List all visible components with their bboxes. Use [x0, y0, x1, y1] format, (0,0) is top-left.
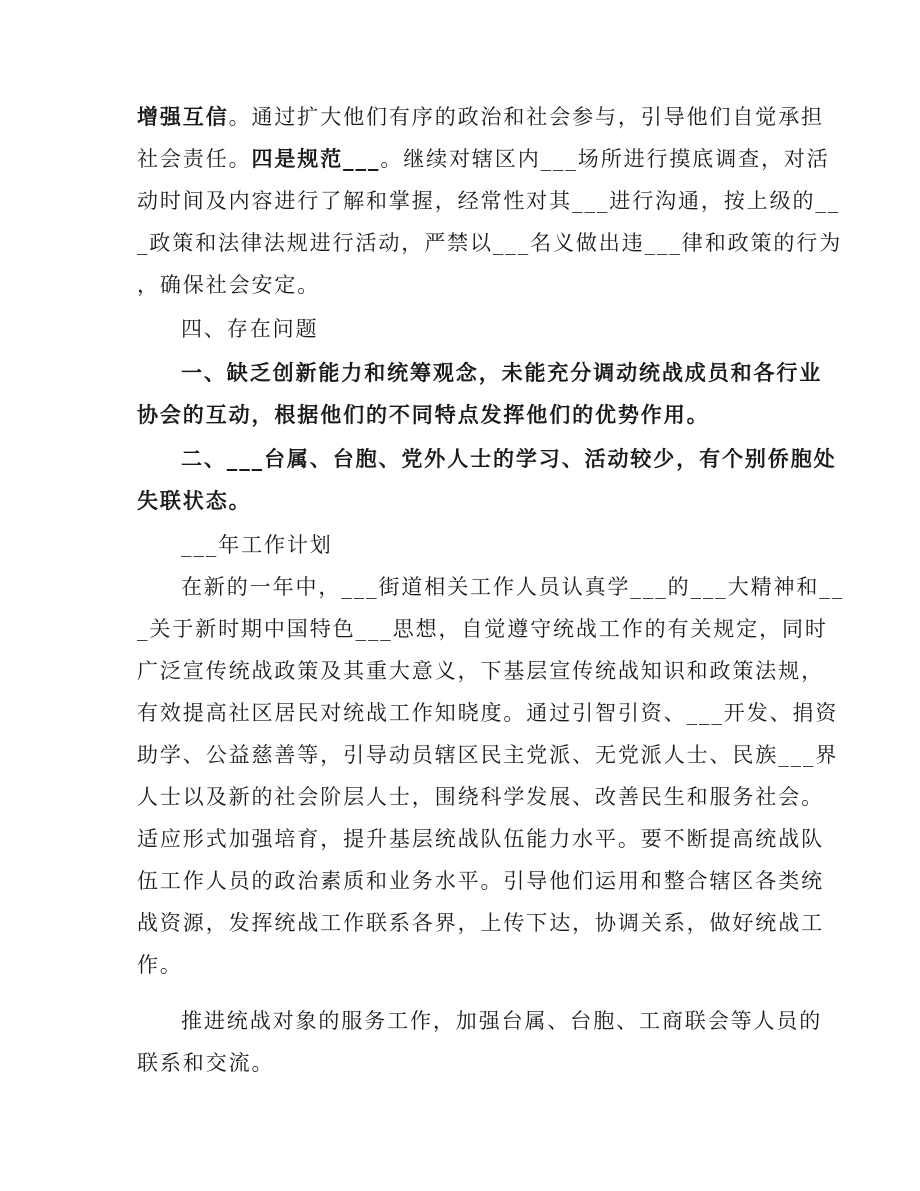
text-run: 。通过扩大他们有序的政治和社会参与，引导他们自觉承担	[228, 105, 825, 129]
plan-paragraph-line: 助学、公益慈善等，引导动员辖区民主党派、无党派人士、民族___界	[137, 743, 839, 767]
plan-paragraph-line: 人士以及新的社会阶层人士，围绕科学发展、改善民生和服务社会。	[137, 785, 824, 809]
paragraph-line: _政策和法律法规进行活动，严禁以___名义做出违___律和政策的行为	[137, 231, 843, 255]
bold-phrase: 增强互信	[137, 105, 229, 129]
plan-paragraph-line: 有效提高社区居民对统战工作知晓度。通过引智引资、___开发、捐资	[137, 701, 839, 725]
plan-paragraph-line: 战资源，发挥统战工作联系各界，上传下达，协调关系，做好统战工	[137, 911, 824, 935]
paragraph-line	[137, 96, 825, 138]
paragraph-line: 动时间及内容进行了解和掌握，经常性对其___进行沟通，按上级的__	[137, 189, 841, 213]
bold-phrase: 四是规范___	[251, 147, 381, 171]
section-heading: 四、存在问题	[181, 317, 319, 341]
plan-paragraph-line: _关于新时期中国特色___思想，自觉遵守统战工作的有关规定，同时	[137, 617, 828, 641]
plan-paragraph-line: 适应形式加强培育，提升基层统战队伍能力水平。要不断提高统战队	[137, 827, 824, 851]
text-run: 社会责任。	[137, 147, 252, 171]
issue-two-line: 失联状态。	[137, 489, 252, 513]
plan-paragraph-line: 在新的一年中，___街道相关工作人员认真学___的___大精神和__	[181, 575, 845, 599]
plan-heading: ___年工作计划	[181, 533, 333, 557]
paragraph-line	[137, 138, 830, 180]
text-run: 。继续对辖区内___场所进行摸底调查，对活	[380, 147, 830, 171]
issue-two-line: 二、___台属、台胞、党外人士的学习、活动较少，有个别侨胞处	[181, 447, 837, 471]
plan-paragraph-line: 作。	[137, 953, 183, 977]
issue-one-line: 协会的互动，根据他们的不同特点发挥他们的优势作用。	[137, 403, 710, 427]
plan-paragraph-line: 推进统战对象的服务工作，加强台属、台胞、工商联会等人员的	[181, 1009, 823, 1033]
plan-paragraph-line: 广泛宣传统战政策及其重大意义，下基层宣传统战知识和政策法规，	[137, 659, 824, 683]
document-page	[137, 96, 845, 1084]
paragraph-line: ，确保社会安定。	[137, 273, 321, 297]
plan-paragraph-line: 联系和交流。	[137, 1051, 275, 1075]
plan-paragraph-line: 伍工作人员的政治素质和业务水平。引导他们运用和整合辖区各类统	[137, 869, 824, 893]
issue-one-line: 一、缺乏创新能力和统筹观念，未能充分调动统战成员和各行业	[181, 361, 823, 385]
